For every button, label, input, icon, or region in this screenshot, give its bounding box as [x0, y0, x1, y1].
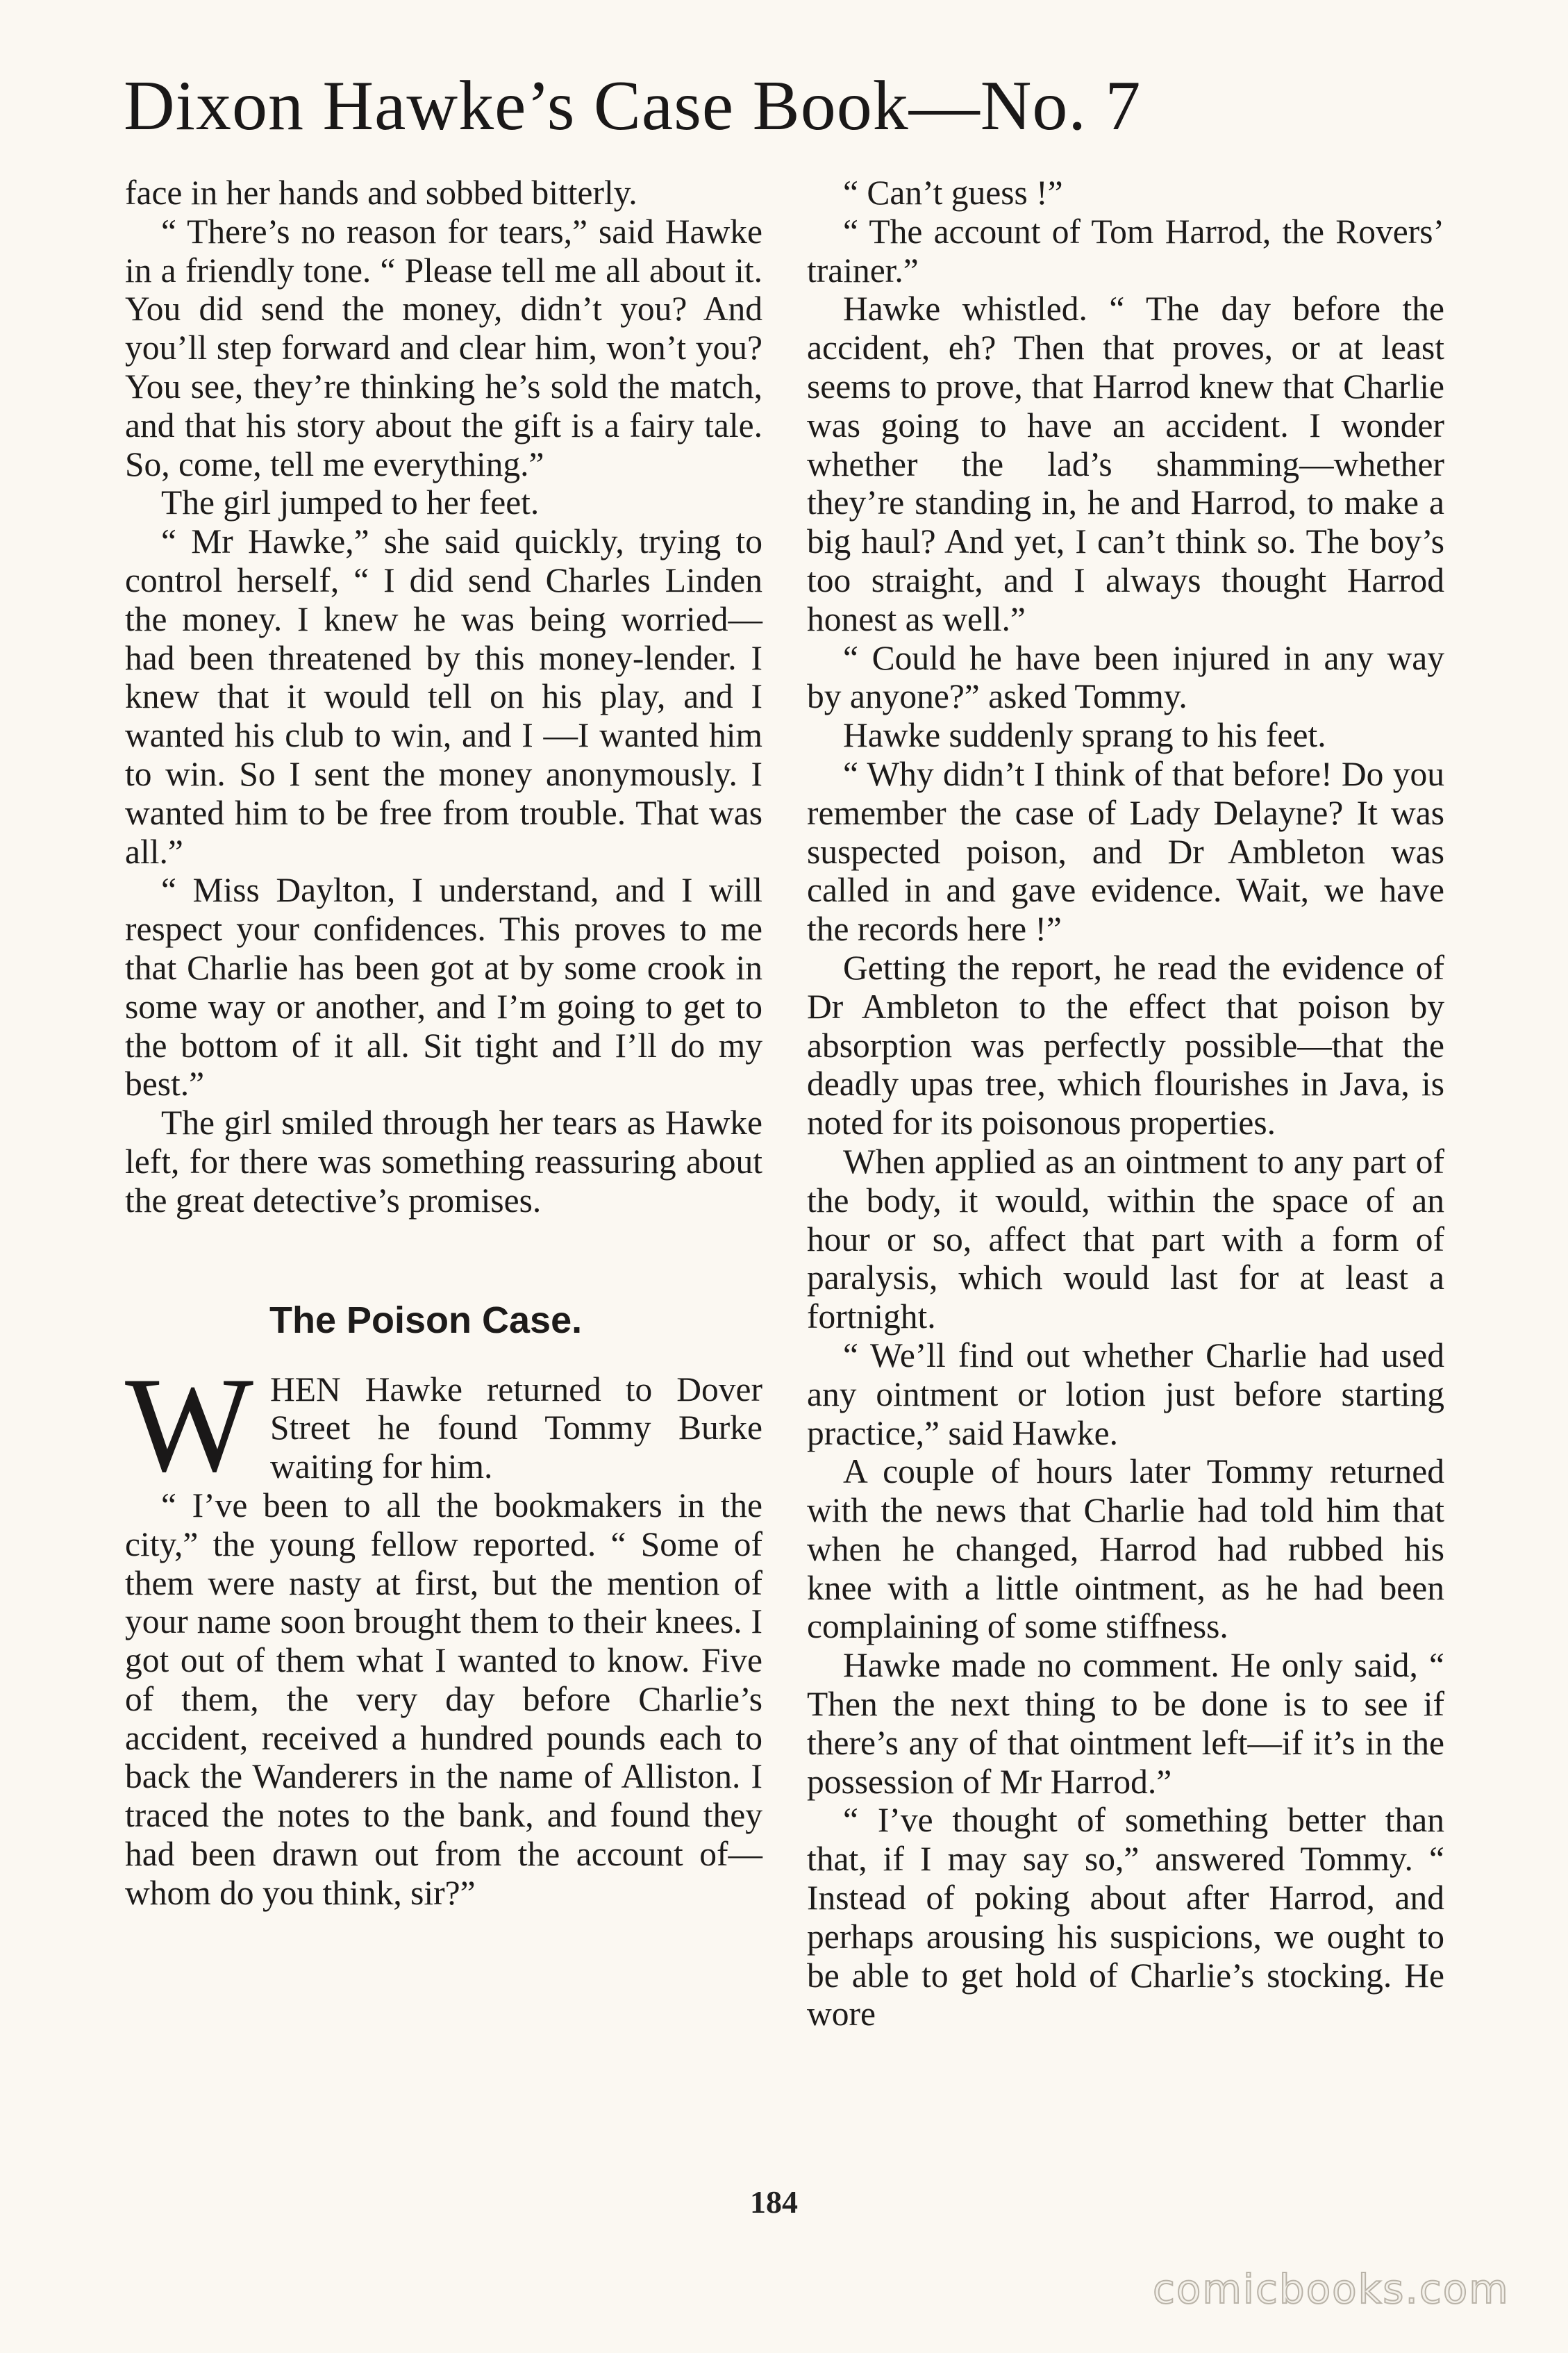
paragraph: The girl smiled through her tears as Hawke left, for there was something reassuring about the great detective’s promises.: [125, 1104, 762, 1220]
paragraph: “ I’ve thought of something better than that, if I may say so,” answered Tommy. “ Instead of poking about after Harrod, and perhaps arousing his suspicions, we ought to be able to get hold of Charlie’s stocking. He wore: [807, 1801, 1444, 2034]
paragraph: “ Miss Daylton, I understand, and I will respect your confidences. This proves to me that Charlie has been got at by some crook in some way or another, and I’m going to get to the bottom of it all. Sit tight and I’ll do my best.”: [125, 871, 762, 1104]
paragraph: “ Can’t guess !”: [843, 174, 1063, 212]
paragraph: face in her hands and sobbed bitterly.: [125, 174, 637, 212]
paragraph: Hawke suddenly sprang to his feet.: [843, 716, 1326, 755]
paragraph: “ There’s no reason for tears,” said Hawke in a friendly tone. “ Please tell me all about it. You did send the money, didn’t you? And you’ll step forward and clear him, won’t you? You see, they’re thinking he’s sold the match, and that his story about the gift is a fairy tale. So, come, tell me everything.”: [125, 212, 762, 483]
paragraph: “ Mr Hawke,” she said quickly, trying to control herself, “ I did send Charles Linden the money. I knew he was being worried—had been threatened by this money-lender. I knew that it would tell on his play, and I wanted his club to win, and I —I wanted him to win. So I sent the money anonymously. I wanted him to be free from trouble. That was all.”: [125, 522, 762, 871]
paragraph: “ We’ll find out whether Charlie had used any ointment or lotion just before starting practice,” said Hawke.: [807, 1336, 1444, 1452]
paragraph: Hawke whistled. “ The day before the accident, eh? Then that proves, or at least seems to prove, that Harrod knew that Charlie was going to have an accident. I wonder whether the lad’s shamming—whether they’re standing in, he and Harrod, to make a big haul? And yet, I can’t think so. The boy’s too straight, and I always thought Harrod honest as well.”: [807, 290, 1444, 638]
paragraph: A couple of hours later Tommy returned with the news that Charlie had told him that when he changed, Harrod had rubbed his knee with a little ointment, as he had been complaining of some stiffness.: [807, 1452, 1444, 1646]
paragraph: “ Why didn’t I think of that before! Do you remember the case of Lady Delayne? It was suspected poison, and Dr Ambleton was called in and gave evidence. Wait, we have the records here !”: [807, 754, 1444, 949]
dropcap-rest: Hawke returned to Dover Street he found Tommy Burke waiting for him.: [270, 1370, 762, 1486]
paragraph: “ Could he have been injured in any way by anyone?” asked Tommy.: [807, 638, 1444, 716]
paragraph: “ I’ve been to all the bookmakers in the city,” the young fellow reported. “ Some of them were nasty at first, but the mention of your name soon brought them to their knees. I got out of them what I wanted to know. Five of them, the very day before Charlie’s accident, received a hundred pounds each to back the Wanderers in the name of Alliston. I traced the notes to the bank, and found they had been drawn out from the account of—whom do you think, sir?”: [125, 1486, 762, 1912]
left-column: [125, 174, 762, 1913]
dropcap-paragraph: [125, 1349, 762, 1500]
paragraph: Getting the report, he read the evidence of Dr Ambleton to the effect that poison by absorption was perfectly possible—that the deadly upas tree, which flourishes in Java, is noted for its poisonous properties.: [807, 948, 1444, 1142]
watermark: comicbooks.com: [1153, 2265, 1510, 2313]
page-number: 184: [750, 2184, 798, 2220]
paragraph: “ The account of Tom Harrod, the Rovers’ trainer.”: [807, 212, 1444, 290]
drop-cap: W: [125, 1349, 253, 1500]
paragraph: Hawke made no comment. He only said, “ Then the next thing to be done is to see if there’s any of that ointment left—if it’s in the possession of Mr Harrod.”: [807, 1646, 1444, 1801]
paragraph: When applied as an ointment to any part of the body, it would, within the space of an hour or so, affect that part with a form of paralysis, which would last for at least a fortnight.: [807, 1142, 1444, 1336]
right-column: [807, 174, 1444, 2034]
section-heading: The Poison Case.: [269, 1299, 583, 1341]
dropcap-lead: HEN: [270, 1370, 341, 1408]
paragraph: The girl jumped to her feet.: [161, 483, 540, 522]
page-title: Dixon Hawke’s Case Book—No. 7: [124, 67, 1142, 145]
